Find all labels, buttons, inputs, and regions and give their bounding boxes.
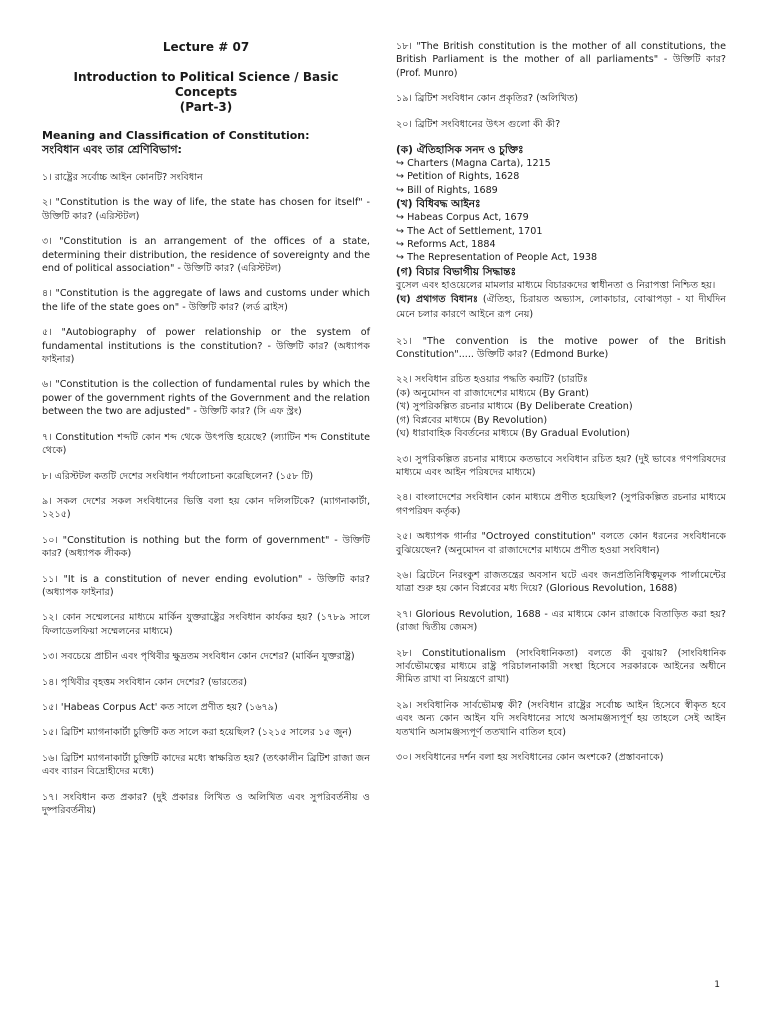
- source-item: ↪ Bill of Rights, 1689: [396, 184, 498, 196]
- question-item: ২৮। Constitutionalism (সাংবিধানিকতা) বলতে কী বুঝায়? (সাংবিধানিক সার্বভৌমত্বের মাধ্যমে রাষ্ট্র পরিচালনাকারী সংস্থা হিসেবে সরকারকে আইনের অধীনে সীমিত রাখা বা নিয়ন্ত্রণে রাখা): [396, 647, 726, 686]
- lecture-number: Lecture # 07: [162, 40, 250, 54]
- title-line-1: Introduction to Political Science / Basic Concepts: [73, 70, 339, 99]
- method-item: (ক) অনুমোদন বা রাজাদেশের মাধ্যমে (By Grant): [396, 387, 589, 399]
- question-item: ১। রাষ্ট্রের সর্বোচ্চ আইন কোনটি? সংবিধান: [42, 172, 203, 183]
- question-item: ১০। "Constitution is nothing but the form of government" - উক্তিটি কার? (অধ্যাপক লীকক): [42, 534, 370, 560]
- question-item: ১৫। 'Habeas Corpus Act' কত সালে প্রণীত হয়? (১৬৭৯): [42, 701, 278, 713]
- sources-block: [396, 143, 726, 323]
- question-item: ১৫। ব্রিটিশ ম্যাগনাকার্টা চুক্তিটি কত সালে করা হয়েছিল? (১২১৫ সালের ১৫ জুন): [42, 727, 352, 739]
- method-item: (ঘ) ধারাবাহিক বিবর্তনের মাধ্যমে (By Gradual Evolution): [396, 428, 630, 440]
- question-item: ৩০। সংবিধানের দর্শন বলা হয় সংবিধানের কোন অংশকে? (প্রস্তাবনাকে): [396, 752, 664, 763]
- left-column: [42, 40, 370, 829]
- question-item: ২। "Constitution is the way of life, the state has chosen for itself" - উক্তিটি কার? (এরিস্টটল): [42, 197, 370, 222]
- source-item: ↪ Charters (Magna Carta), 1215: [396, 158, 551, 170]
- question-item: ২৪। বাংলাদেশের সংবিধান কোন মাধ্যমে প্রণীত হয়েছিল? (সুপরিকল্পিত রচনার মাধ্যমে গণপরিষদ কর্তৃক): [396, 492, 726, 517]
- question-item: ১৩। সবচেয়ে প্রাচীন এবং পৃথিবীর ক্ষুদ্রতম সংবিধান কোন দেশের? (মার্কিন যুক্তরাষ্ট্র): [42, 651, 355, 663]
- question-item: ১৪। পৃথিবীর বৃহত্তম সংবিধান কোন দেশের? (ভারতের): [42, 676, 247, 688]
- source-customary-text: (ঐতিহ্য, চিরায়ত অভ্যাস, লোকাচার, বোঝাপড়া - যা দীর্ঘদিন মেনে চলার কারণে আইনে রূপ নেয়): [396, 294, 726, 321]
- source-heading-statutes: (খ) বিধিবদ্ধ আইনঃ: [396, 198, 481, 211]
- question-item: ২৫। অধ্যাপক গার্নার "Octroyed constitution" বলতে কোন ধরনের সংবিধানকে বুঝিয়েছেন? (অনুমোদন বা রাজাদেশের মাধ্যমে প্রণীত হওয়া সংবিধান): [396, 531, 726, 556]
- question-item: ২৬। ব্রিটেনে নিরংকুশ রাজতন্ত্রের অবসান ঘটে এবং জনপ্রতিনিধিত্বমূলক পার্লামেন্টের যাত্রা শুরু হয় কোন বিপ্লবের মধ্য দিয়ে? (Glorious Revolution, 1688): [396, 569, 726, 595]
- question-item: ৭। Constitution শব্দটি কোন শব্দ থেকে উৎপত্তি হয়েছে? (ল্যাটিন শব্দ Constitute থেকে): [42, 431, 370, 457]
- question-item: ১৮। "The British constitution is the mother of all constitutions, the British Parliament is the mother of all parliaments" - উক্তিটি কার? (Prof. Munro): [396, 41, 726, 79]
- question-item: ৪। "Constitution is the aggregate of laws and customs under which the life of the state goes on" - উক্তিটি কার? (লর্ড ব্রাইস): [42, 288, 370, 313]
- source-customary: [396, 293, 726, 322]
- page-number: 1: [714, 980, 720, 990]
- source-item: ↪ Habeas Corpus Act, 1679: [396, 212, 529, 224]
- question-item: ১৭। সংবিধান কত প্রকার? (দুই প্রকারঃ লিখিত ও অলিখিত এবং সুপরিবর্তনীয় ও দুষ্পরিবর্তনীয়): [42, 791, 370, 816]
- question-item: ৯। সকল দেশের সকল সংবিধানের ভিত্তি বলা হয় কোন দলিলটিকে? (ম্যাগনাকার্টা, ১২১৫): [42, 495, 370, 521]
- source-item: ↪ Reforms Act, 1884: [396, 239, 496, 251]
- question-item: ২১। "The convention is the motive power of the British Constitution"..... উক্তিটি কার? (Edmond Burke): [396, 335, 726, 361]
- question-item: ৩। "Constitution is an arrangement of the offices of a state, determining their distribution, the residence of sovereignty and the end of political association" - উক্তিটি কার? (এরিস্টটল): [42, 236, 370, 275]
- question-item: ৮। এরিস্টটল কতটি দেশের সংবিধান পর্যালোচনা করেছিলেন? (১৫৮ টি): [42, 470, 314, 482]
- source-item: ↪ The Act of Settlement, 1701: [396, 225, 543, 237]
- question-methods: [396, 373, 726, 440]
- title-line-2: (Part-3): [179, 100, 233, 114]
- section-subtitle: সংবিধান এবং তার শ্রেণিবিভাগ:: [42, 143, 182, 156]
- source-item: ↪ The Representation of People Act, 1938: [396, 252, 598, 264]
- document-title: [42, 70, 370, 115]
- question-item: ২৩। সুপরিকল্পিত রচনার মাধ্যমে কতভাবে সংবিধান রচিত হয়? (দুই ভাবেঃ গণপরিষদের মাধ্যমে এবং আইন পরিষদের মাধ্যমে): [396, 453, 726, 478]
- source-item: ↪ Petition of Rights, 1628: [396, 171, 520, 183]
- question-item: ৬। "Constitution is the collection of fundamental rules by which the power of the government rights of the Government and the relation between the two are adjusted" - উক্তিটি কার? (সি এফ স্ট্রং): [42, 379, 370, 418]
- question-item: ২০। ব্রিটিশ সংবিধানের উৎস গুলো কী কী?: [396, 118, 561, 130]
- source-heading-customary: (ঘ) প্রথাগত বিধানঃ: [396, 294, 478, 306]
- question-item: ৫। "Autobiography of power relationship or the system of fundamental institutions is the constitution? - উক্তিটি কার? (অধ্যাপক ফাইনার): [42, 327, 370, 366]
- question-item: ২৯। সংবিধানিক সার্বভৌমত্ব কী? (সংবিধান রাষ্ট্রের সর্বোচ্চ আইন হিসেবে স্বীকৃত হবে এবং অন্য কোন আইন যদি সংবিধানের সাথে অসামঞ্জস্যপূর্ণ হয় তাহলে সেই আইন যতখানি অসামঞ্জস্যপূর্ণ ততখানি বাতিল হবে): [396, 699, 726, 738]
- source-heading-historical: (ক) ঐতিহাসিক সনদ ও চুক্তিঃ: [396, 144, 524, 157]
- method-item: (খ) সুপরিকল্পিত রচনার মাধ্যমে (By Deliberate Creation): [396, 401, 633, 413]
- question-item: ১৯। ব্রিটিশ সংবিধান কোন প্রকৃতির? (অলিখিত): [396, 93, 579, 105]
- source-judicial-text: বুসেল এবং হাওয়েলের মামলার মাধ্যমে বিচারকদের স্বাধীনতা ও নিরাপত্তা নিশ্চিত হয়।: [396, 279, 716, 291]
- question-item: ১২। কোন সম্মেলনের মাধ্যমে মার্কিন যুক্তরাষ্ট্রের সংবিধান কার্যকর হয়? (১৭৮৯ সালে ফিলাডেলফিয়া সম্মেলনের মাধ্যমে): [42, 612, 370, 637]
- question-item: ২৭। Glorious Revolution, 1688 - এর মাধ্যমে কোন রাজাকে বিতাড়িত করা হয়? (রাজা দ্বিতীয় জেমস): [396, 608, 726, 634]
- method-item: (গ) বিপ্লবের মাধ্যমে (By Revolution): [396, 414, 548, 426]
- section-title: Meaning and Classification of Constitution:: [42, 129, 310, 142]
- question-item: ১১। "It is a constitution of never ending evolution" - উক্তিটি কার? (অধ্যাপক ফাইনার): [42, 573, 370, 598]
- source-heading-judicial: (গ) বিচার বিভাগীয় সিদ্ধান্তঃ: [396, 265, 517, 278]
- question-head: ২২। সংবিধান রচিত হওয়ার পদ্ধতি কয়টি? (চারটিঃ: [396, 374, 588, 386]
- question-item: ১৬। ব্রিটিশ ম্যাগনাকার্টা চুক্তিটি কাদের মধ্যে স্বাক্ষরিত হয়? (তৎকালীন ব্রিটিশ রাজা জন এবং ব্যারন বিদ্রোহীদের মধ্যে): [42, 752, 370, 778]
- right-column: [396, 40, 726, 776]
